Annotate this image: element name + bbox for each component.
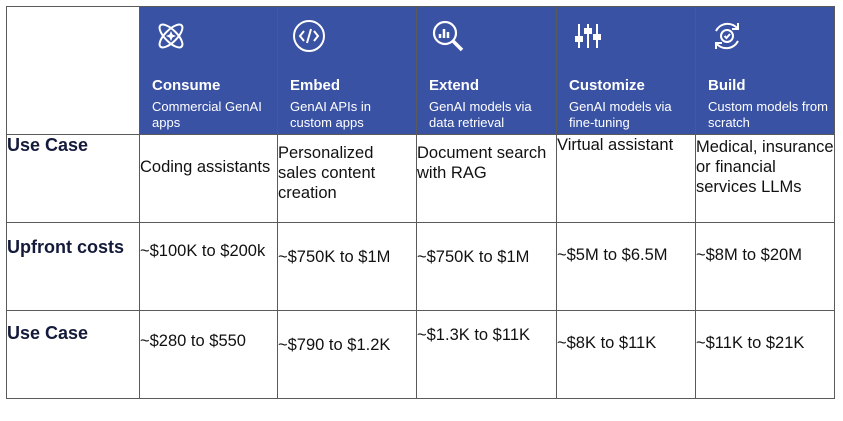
table-cell: ~$100K to $200k xyxy=(140,223,278,311)
table-cell: ~$8K to $11K xyxy=(557,311,696,399)
table-cell: ~$750K to $1M xyxy=(417,223,557,311)
column-title: Build xyxy=(708,77,746,94)
table-cell: ~$1.3K to $11K xyxy=(417,311,557,399)
code-icon xyxy=(292,19,326,53)
atom-icon xyxy=(154,19,188,53)
table-row xyxy=(7,223,835,311)
header-customize xyxy=(557,7,696,135)
row-label: Upfront costs xyxy=(7,223,140,311)
column-subtitle: GenAI models via fine-tuning xyxy=(569,99,672,130)
table-cell: Personalized sales content creation xyxy=(278,135,417,223)
row-label: Use Case xyxy=(7,135,140,223)
column-title: Consume xyxy=(152,77,221,94)
header-row xyxy=(7,7,835,135)
column-title: Embed xyxy=(290,77,341,94)
search-chart-icon xyxy=(431,19,465,53)
table-cell: Coding assistants xyxy=(140,135,278,223)
row-label: Use Case xyxy=(7,311,140,399)
table-row xyxy=(7,311,835,399)
table-cell: Document search with RAG xyxy=(417,135,557,223)
table-cell: Medical, insurance or financial services LLMs xyxy=(696,135,835,223)
header-build xyxy=(696,7,835,135)
corner-cell xyxy=(7,7,140,135)
header-embed xyxy=(278,7,417,135)
table-cell: ~$5M to $6.5M xyxy=(557,223,696,311)
column-subtitle: GenAI APIs in custom apps xyxy=(290,99,371,130)
sliders-icon xyxy=(571,19,605,53)
table-cell: ~$790 to $1.2K xyxy=(278,311,417,399)
table-cell: Virtual assistant xyxy=(557,135,696,223)
column-subtitle: Commercial GenAI apps xyxy=(152,99,262,130)
table-cell: ~$8M to $20M xyxy=(696,223,835,311)
header-extend xyxy=(417,7,557,135)
table-cell: ~$750K to $1M xyxy=(278,223,417,311)
comparison-table xyxy=(6,6,835,399)
column-title: Extend xyxy=(429,77,480,94)
table-cell: ~$11K to $21K xyxy=(696,311,835,399)
header-consume xyxy=(140,7,278,135)
column-title: Customize xyxy=(569,77,645,94)
gear-refresh-icon xyxy=(710,19,744,53)
column-subtitle: GenAI models via data retrieval xyxy=(429,99,532,130)
table-row xyxy=(7,135,835,223)
table-cell: ~$280 to $550 xyxy=(140,311,278,399)
column-subtitle: Custom models from scratch xyxy=(708,99,828,130)
